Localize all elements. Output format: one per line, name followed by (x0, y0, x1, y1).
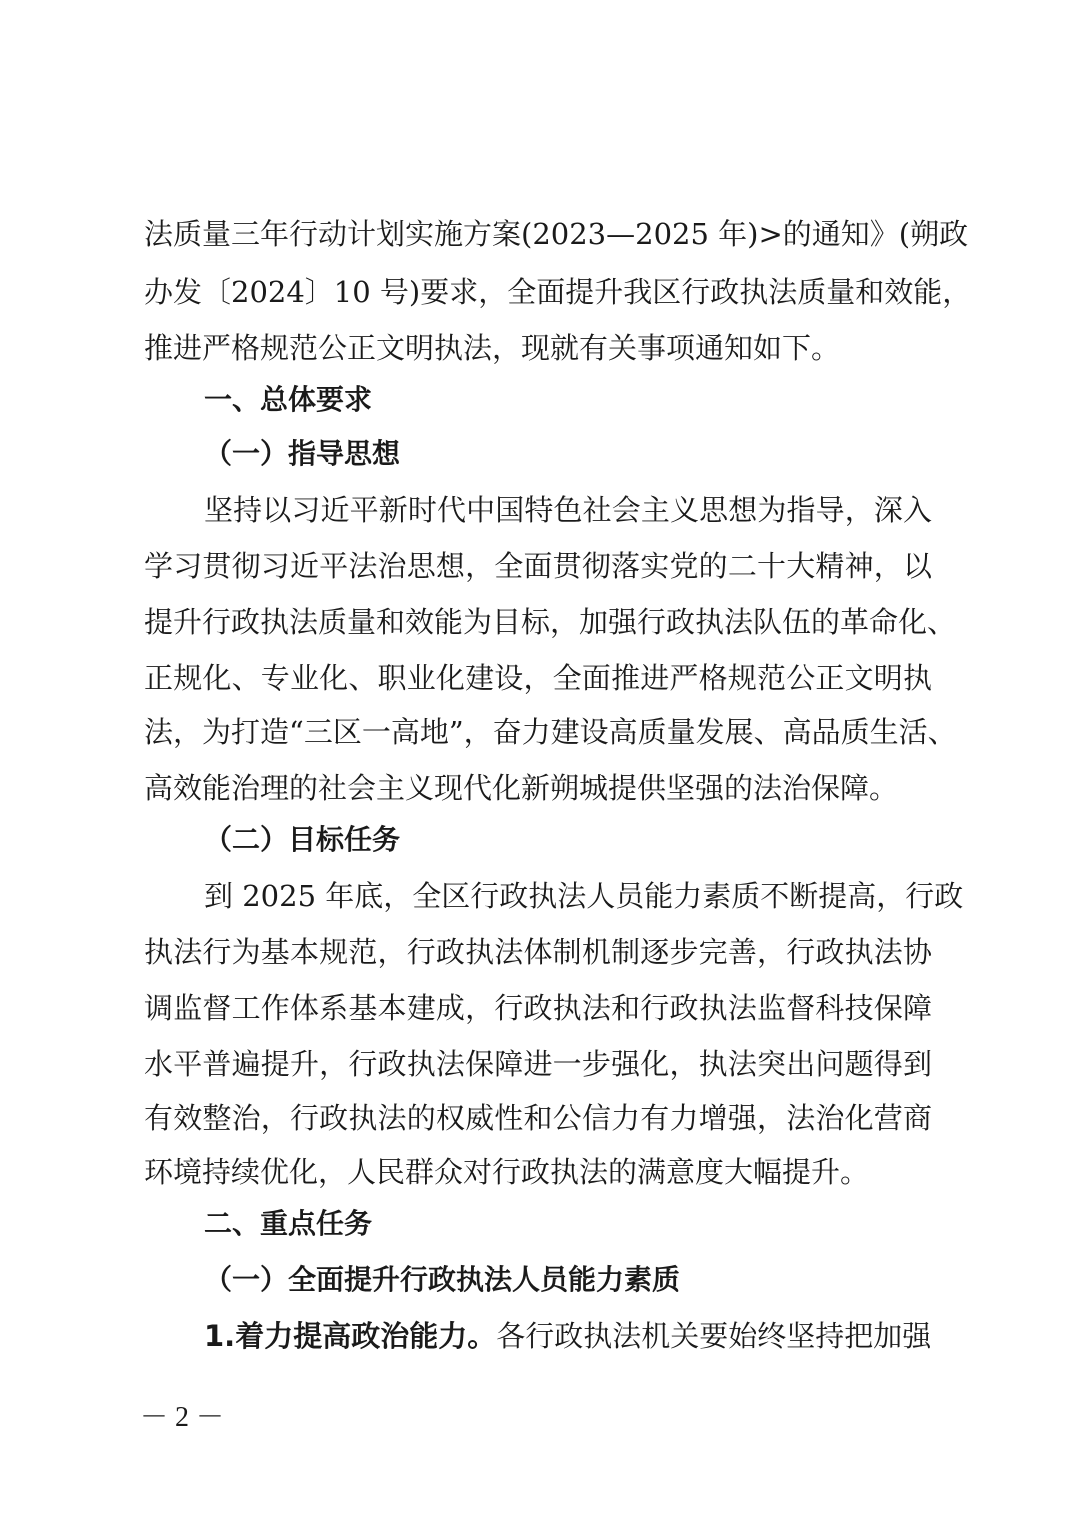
guiding-line-3: 提升行政执法质量和效能为目标，加强行政执法队伍的革命化、 (144, 605, 957, 639)
subheading-improve-personnel: （一）全面提升行政执法人员能力素质 (204, 1263, 681, 1296)
guiding-line-1: 坚持以习近平新时代中国特色社会主义思想为指导，深入 (204, 493, 932, 527)
section-heading-key-tasks: 二、重点任务 (204, 1207, 373, 1240)
goals-line-3: 调监督工作体系基本建成，行政执法和行政执法监督科技保障 (144, 991, 932, 1025)
intro-line-1: 法质量三年行动计划实施方案(2023—2025 年)>的通知》(朔政 (144, 217, 969, 251)
intro-line-3: 推进严格规范公正文明执法，现就有关事项通知如下。 (144, 331, 841, 365)
subheading-goals-tasks: （二）目标任务 (204, 823, 401, 856)
subheading-guiding-thought: （一）指导思想 (204, 437, 401, 470)
guiding-line-2: 学习贯彻习近平法治思想，全面贯彻落实党的二十大精神，以 (144, 549, 932, 583)
goals-line-6: 环境持续优化，人民群众对行政执法的满意度大幅提升。 (144, 1155, 870, 1189)
goals-line-4: 水平普遍提升，行政执法保障进一步强化，执法突出问题得到 (144, 1047, 932, 1081)
section-heading-overall-requirements: 一、总体要求 (204, 383, 373, 416)
item-1-lead: 1.着力提高政治能力。 (204, 1319, 497, 1353)
goals-line-1: 到 2025 年底，全区行政执法人员能力素质不断提高，行政 (204, 879, 964, 913)
item-1-text: 各行政执法机关要始终坚持把加强 (496, 1319, 932, 1353)
item-1-line (204, 1311, 931, 1361)
goals-line-5: 有效整治，行政执法的权威性和公信力有力增强，法治化营商 (144, 1101, 932, 1135)
page-number: － 2 － (140, 1402, 225, 1433)
guiding-line-4: 正规化、专业化、职业化建设，全面推进严格规范公正文明执 (144, 661, 932, 695)
intro-line-2: 办发〔2024〕10 号)要求，全面提升我区行政执法质量和效能， (144, 275, 972, 309)
guiding-line-6: 高效能治理的社会主义现代化新朔城提供坚强的法治保障。 (144, 771, 899, 805)
goals-line-2: 执法行为基本规范，行政执法体制机制逐步完善，行政执法协 (144, 935, 932, 969)
guiding-line-5: 法，为打造“三区一高地”，奋力建设高质量发展、高品质生活、 (144, 715, 957, 749)
